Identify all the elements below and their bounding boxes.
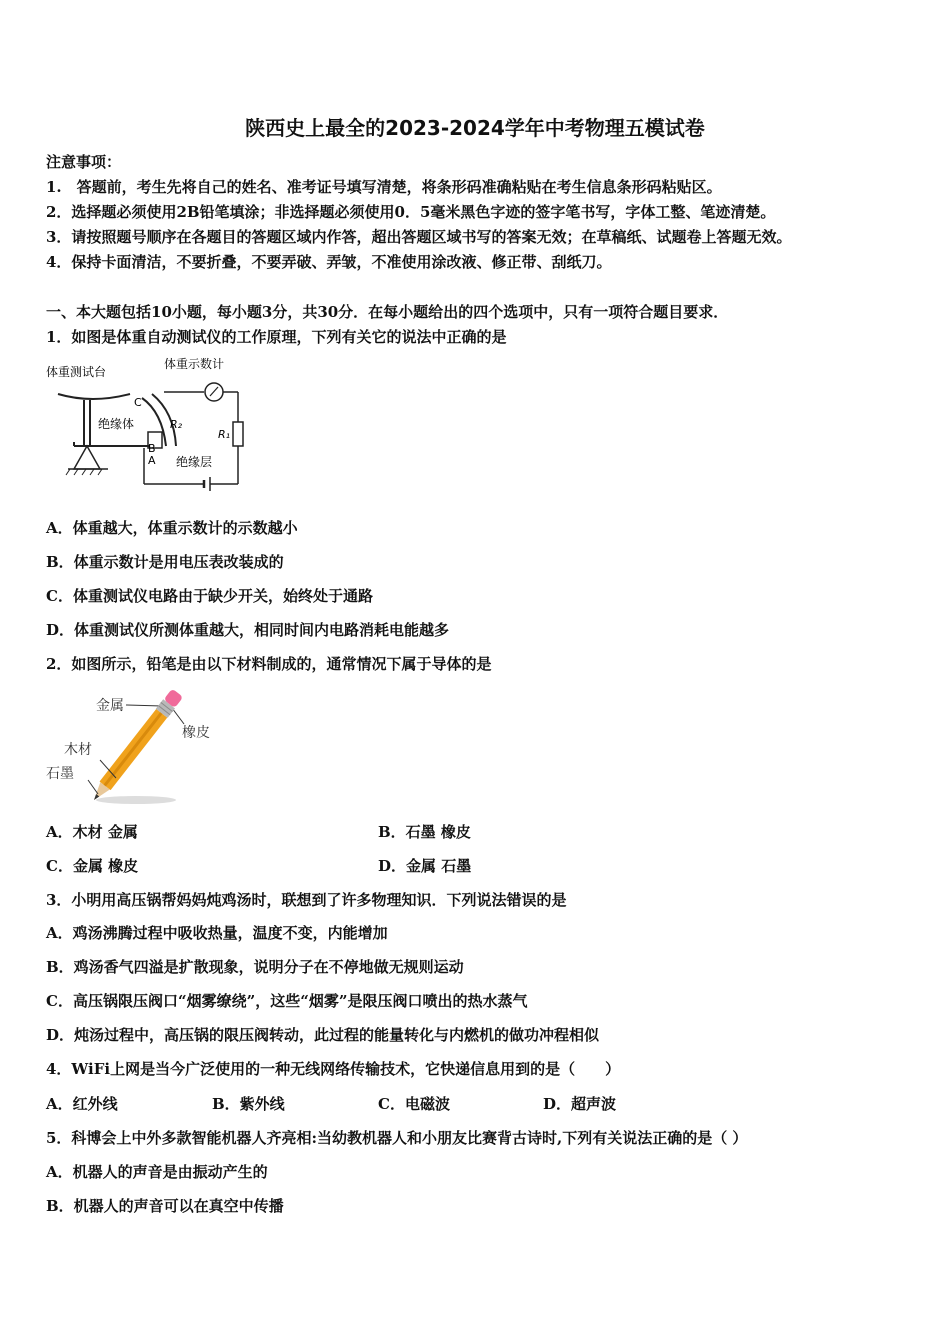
q2-label-wood: 木材	[64, 742, 92, 758]
resistor-icon	[233, 422, 243, 446]
q4-option-a: A．红外线	[46, 1095, 118, 1113]
notice-item-2: 2．选择题必须使用2B铅笔填涂；非选择题必须使用0．5毫米黑色字迹的签字笔书写，字体工整、笔迹清楚。	[46, 203, 776, 221]
q4-option-d: D．超声波	[543, 1095, 617, 1113]
q2-label-rubber: 橡皮	[182, 725, 210, 741]
q2-stem: 2．如图所示，铅笔是由以下材料制成的，通常情况下属于导体的是	[46, 655, 492, 673]
q1-label-platform: 体重测试台	[46, 365, 107, 379]
q1-stem: 1．如图是体重自动测试仪的工作原理，下列有关它的说法中正确的是	[46, 328, 507, 346]
q1-label-c: C	[134, 396, 142, 409]
q5-stem: 5．科博会上中外多款智能机器人齐亮相:当幼教机器人和小朋友比赛背古诗时,下列有关说法正确的是（ ）	[46, 1129, 748, 1147]
q2-option-c: C．金属 橡皮	[46, 857, 139, 875]
q2-option-b: B．石墨 橡皮	[378, 823, 471, 841]
q1-label-insulator: 绝缘体	[98, 417, 135, 431]
q2-label-metal: 金属	[96, 698, 124, 714]
q2-label-graphite: 石墨	[46, 766, 74, 782]
q1-label-insulating-layer: 绝缘层	[176, 455, 213, 469]
q3-stem: 3．小明用高压锅帮妈妈炖鸡汤时，联想到了许多物理知识．下列说法错误的是	[46, 891, 567, 909]
q1-label-r2: R₂	[170, 418, 183, 431]
q1-label-meter: 体重示数计	[164, 357, 225, 371]
q4-stem: 4．WiFi上网是当今广泛使用的一种无线网络传输技术，它快递信息用到的是（ ）	[46, 1060, 621, 1078]
q4-option-b: B．紫外线	[212, 1095, 285, 1113]
notice-item-4: 4．保持卡面清洁，不要折叠，不要弄破、弄皱，不准使用涂改液、修正带、刮纸刀。	[46, 253, 612, 271]
q1-label-b: B	[148, 442, 156, 455]
q1-label-r1: R₁	[218, 428, 231, 441]
q2-pencil-figure	[44, 682, 234, 810]
q4-option-c: C．电磁波	[378, 1095, 450, 1113]
q1-option-c: C．体重测试仪电路由于缺少开关，始终处于通路	[46, 587, 373, 605]
q3-option-a: A．鸡汤沸腾过程中吸收热量，温度不变，内能增加	[46, 924, 388, 942]
section-instructions: 一、本大题包括10小题，每小题3分，共30分．在每小题给出的四个选项中，只有一项符合题目要求．	[46, 303, 729, 321]
q3-option-c: C．高压锅限压阀口“烟雾缭绕”，这些“烟雾”是限压阀口喷出的热水蒸气	[46, 992, 528, 1010]
q2-option-d: D．金属 石墨	[378, 857, 472, 875]
q5-option-a: A．机器人的声音是由振动产生的	[46, 1163, 268, 1181]
notice-item-3: 3．请按照题号顺序在各题目的答题区域内作答，超出答题区域书写的答案无效；在草稿纸、试题卷上答题无效。	[46, 228, 792, 246]
q1-label-a: A	[148, 454, 156, 467]
notice-item-1: 1. 答题前，考生先将自己的姓名、准考证号填写清楚，将条形码准确粘贴在考生信息条形码粘贴区。	[46, 178, 722, 196]
q3-option-b: B．鸡汤香气四溢是扩散现象，说明分子在不停地做无规则运动	[46, 958, 464, 976]
q3-option-d: D．炖汤过程中，高压锅的限压阀转动，此过程的能量转化与内燃机的做功冲程相似	[46, 1026, 600, 1044]
q1-option-b: B．体重示数计是用电压表改装成的	[46, 553, 284, 571]
page-title: 陕西史上最全的2023-2024学年中考物理五模试卷	[245, 116, 705, 140]
q2-option-a: A．木材 金属	[46, 823, 138, 841]
notice-heading: 注意事项：	[46, 153, 122, 171]
q1-option-d: D．体重测试仪所测体重越大，相同时间内电路消耗电能越多	[46, 621, 450, 639]
q1-circuit-figure	[44, 354, 254, 494]
q5-option-b: B．机器人的声音可以在真空中传播	[46, 1197, 284, 1215]
q1-option-a: A．体重越大，体重示数计的示数越小	[46, 519, 298, 537]
